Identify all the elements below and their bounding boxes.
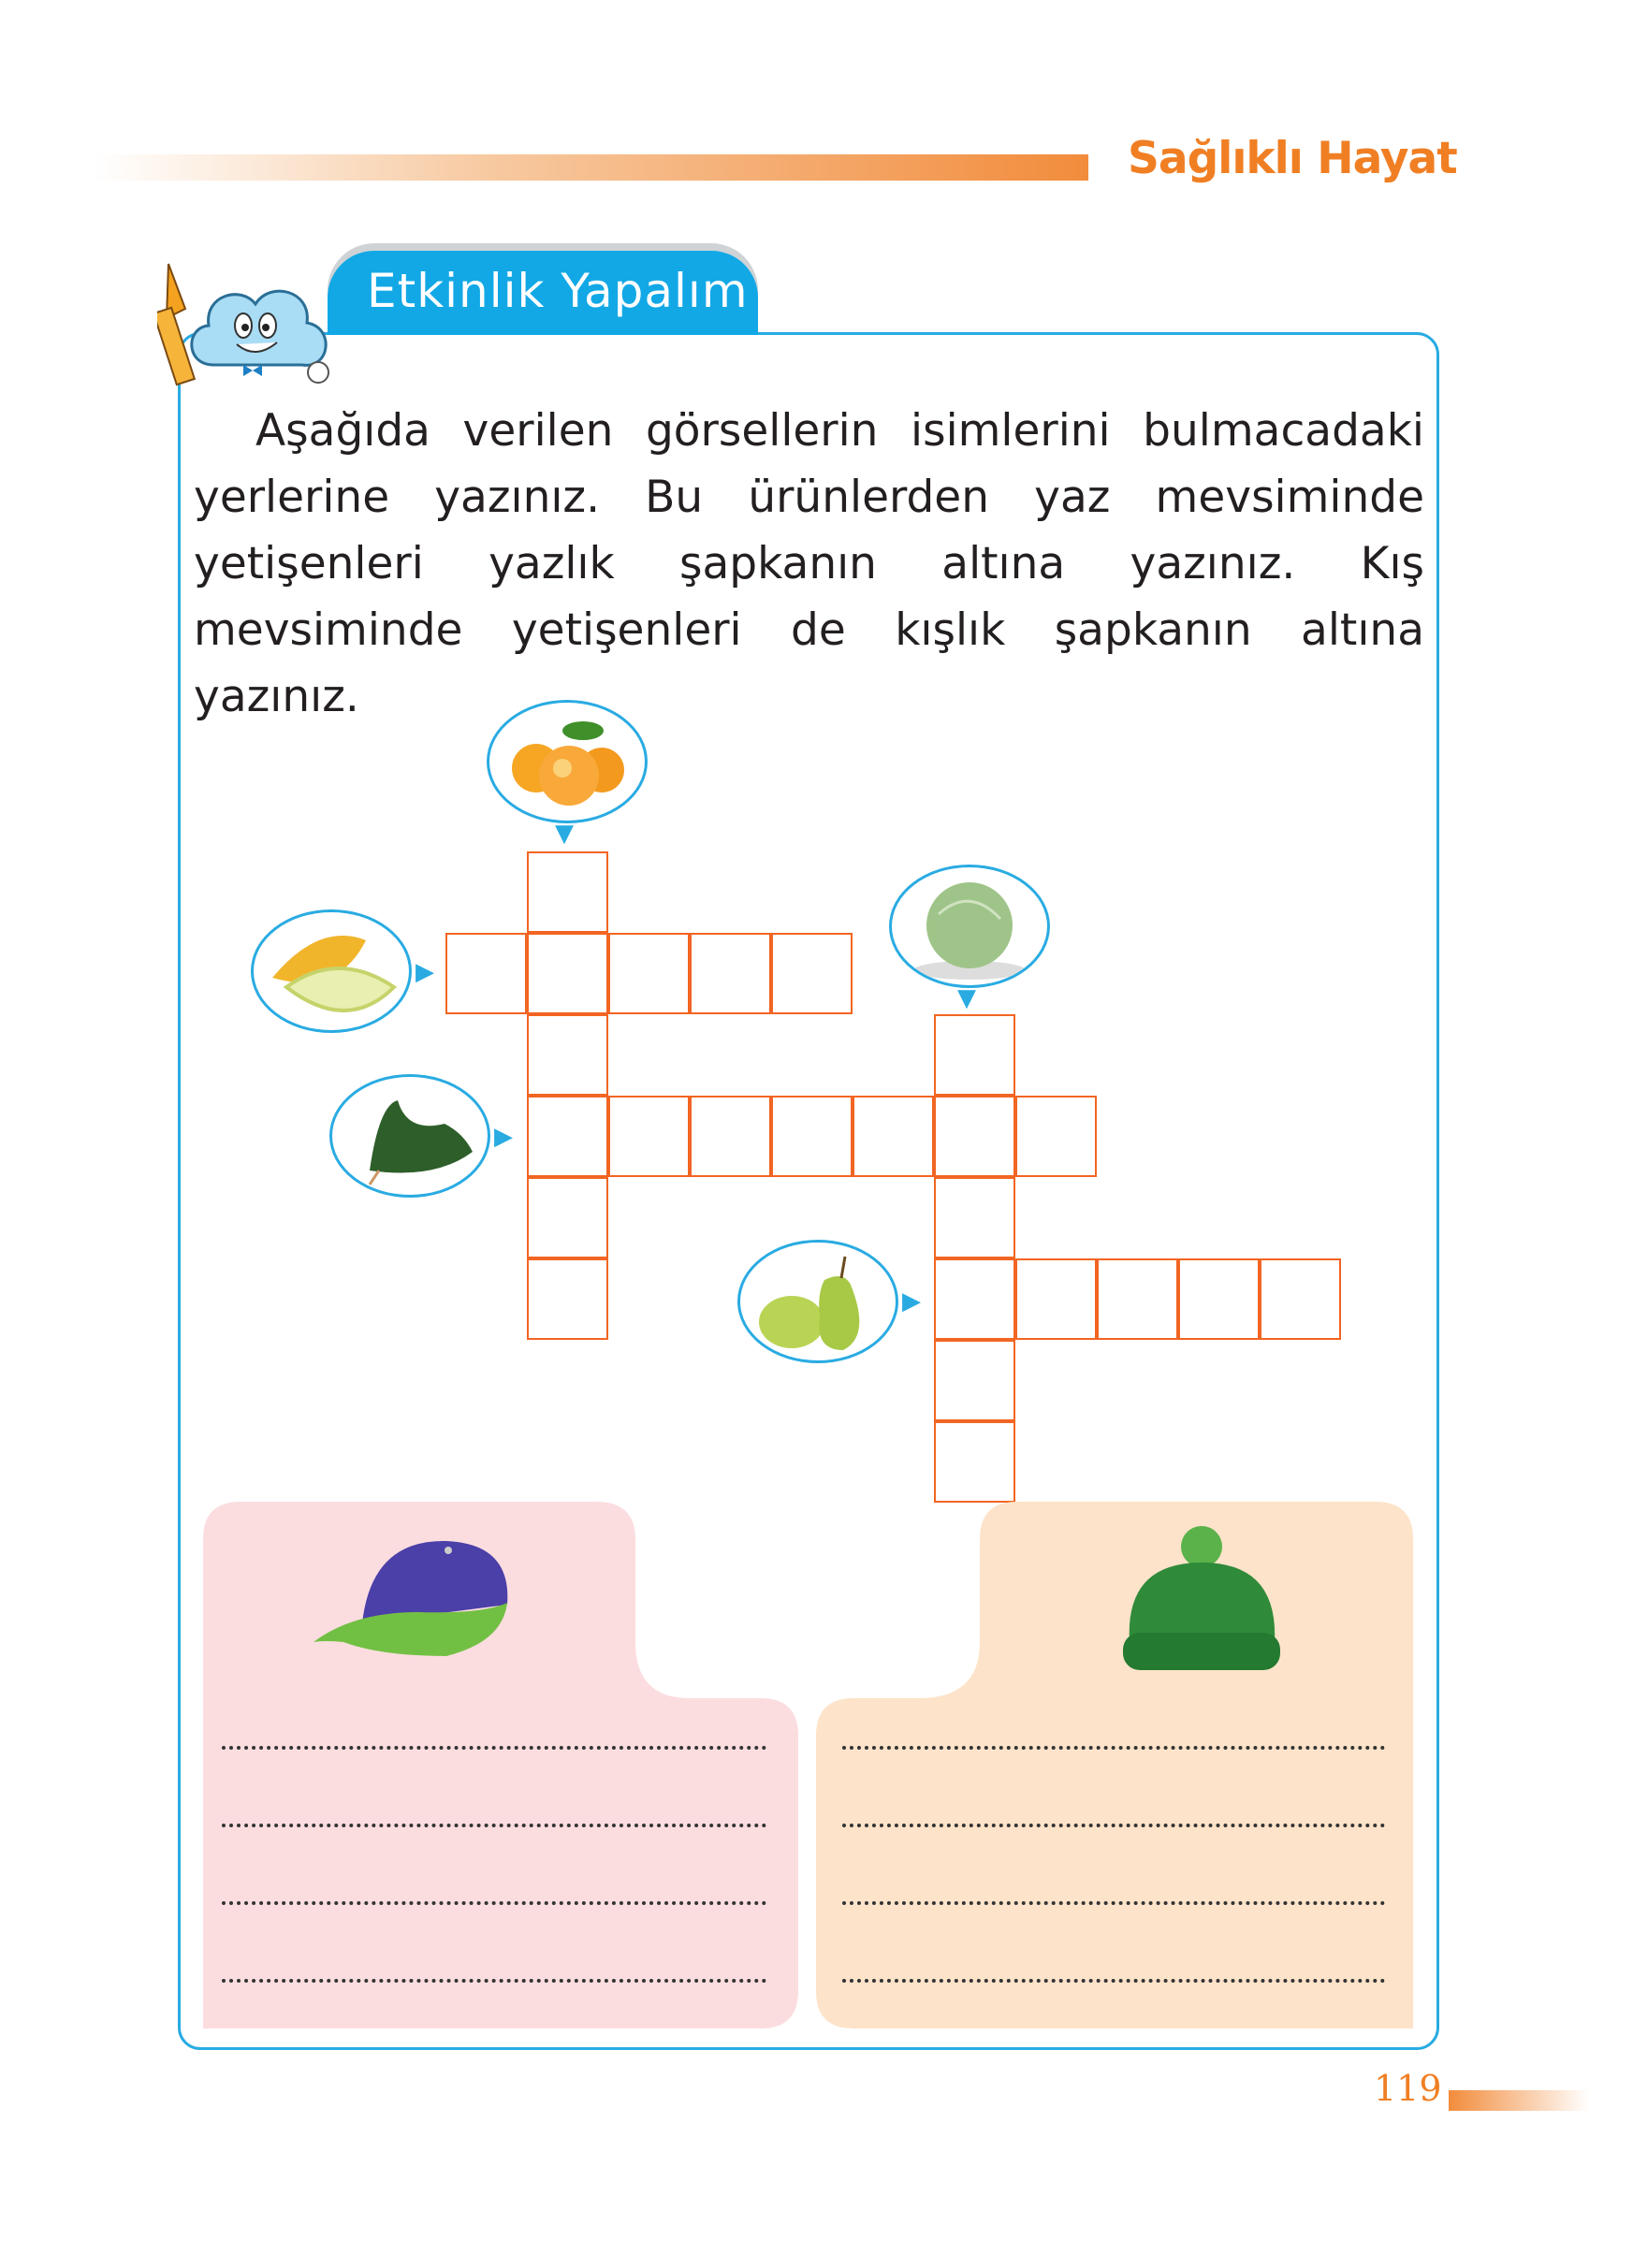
section-title: Sağlıklı Hayat — [1128, 133, 1457, 184]
crossword-cell[interactable] — [934, 1014, 1015, 1096]
instructions-text — [194, 398, 1424, 730]
crossword-cell[interactable] — [934, 1258, 1015, 1340]
crossword-cell[interactable] — [1015, 1096, 1097, 1177]
peach-image — [487, 700, 648, 823]
winter-answer-line[interactable] — [842, 1824, 1385, 1827]
crossword-cell[interactable] — [690, 933, 771, 1014]
crossword-cell[interactable] — [527, 933, 608, 1014]
summer-answer-panel — [203, 1502, 798, 2028]
melon-image — [251, 909, 412, 1033]
crossword-cell[interactable] — [1015, 1258, 1097, 1340]
arrow-right-icon: ▶ — [494, 1123, 513, 1151]
arrow-right-icon: ▶ — [416, 958, 434, 986]
summer-answer-line[interactable] — [222, 1824, 766, 1827]
crossword-cell[interactable] — [527, 1014, 608, 1096]
arrow-down-icon: ▼ — [957, 984, 976, 1012]
summer-answer-line[interactable] — [222, 1979, 766, 1983]
crossword-cell[interactable] — [771, 933, 853, 1014]
spinach-image — [329, 1074, 490, 1198]
cabbage-image — [889, 865, 1050, 988]
cloud-mascot-icon — [157, 253, 372, 393]
crossword-cell[interactable] — [934, 1096, 1015, 1177]
footer-gradient-bar — [1449, 2090, 1589, 2111]
crossword-cell[interactable] — [445, 933, 527, 1014]
crossword-cell[interactable] — [1260, 1258, 1341, 1340]
pear-image — [737, 1240, 898, 1363]
instructions-paragraph: Aşağıda verilen görsellerin isimlerini bulmacadaki yerlerine yazınız. Bu ürünlerden yaz mevsiminde yetişenleri yazlık şapkanın altına yazınız. Kış mevsiminde yetişenleri de kışlık şapkanın altına yazınız. — [194, 405, 1424, 722]
crossword-cell[interactable] — [771, 1096, 853, 1177]
crossword-cell[interactable] — [934, 1421, 1015, 1503]
crossword-cell[interactable] — [608, 1096, 690, 1177]
winter-answer-line[interactable] — [842, 1901, 1385, 1905]
arrow-right-icon: ▶ — [902, 1287, 921, 1316]
crossword-cell[interactable] — [1097, 1258, 1178, 1340]
crossword-cell[interactable] — [527, 1177, 608, 1258]
crossword-cell[interactable] — [934, 1340, 1015, 1421]
summer-answer-line[interactable] — [222, 1746, 766, 1750]
crossword-cell[interactable] — [934, 1177, 1015, 1258]
winter-answer-line[interactable] — [842, 1979, 1385, 1983]
crossword-cell[interactable] — [690, 1096, 771, 1177]
winter-answer-line[interactable] — [842, 1746, 1385, 1750]
activity-tab-label: Etkinlik Yapalım — [367, 264, 749, 318]
winter-answer-panel — [816, 1502, 1413, 2028]
crossword-cell[interactable] — [608, 933, 690, 1014]
summer-answer-line[interactable] — [222, 1901, 766, 1905]
arrow-down-icon: ▼ — [555, 820, 574, 848]
crossword-cell[interactable] — [527, 1096, 608, 1177]
crossword-cell[interactable] — [527, 851, 608, 933]
activity-tab — [328, 251, 758, 335]
page-number: 119 — [1374, 2068, 1442, 2109]
crossword-cell[interactable] — [527, 1258, 608, 1340]
header-gradient-bar — [94, 154, 1088, 181]
crossword-cell[interactable] — [853, 1096, 934, 1177]
crossword-cell[interactable] — [1178, 1258, 1260, 1340]
